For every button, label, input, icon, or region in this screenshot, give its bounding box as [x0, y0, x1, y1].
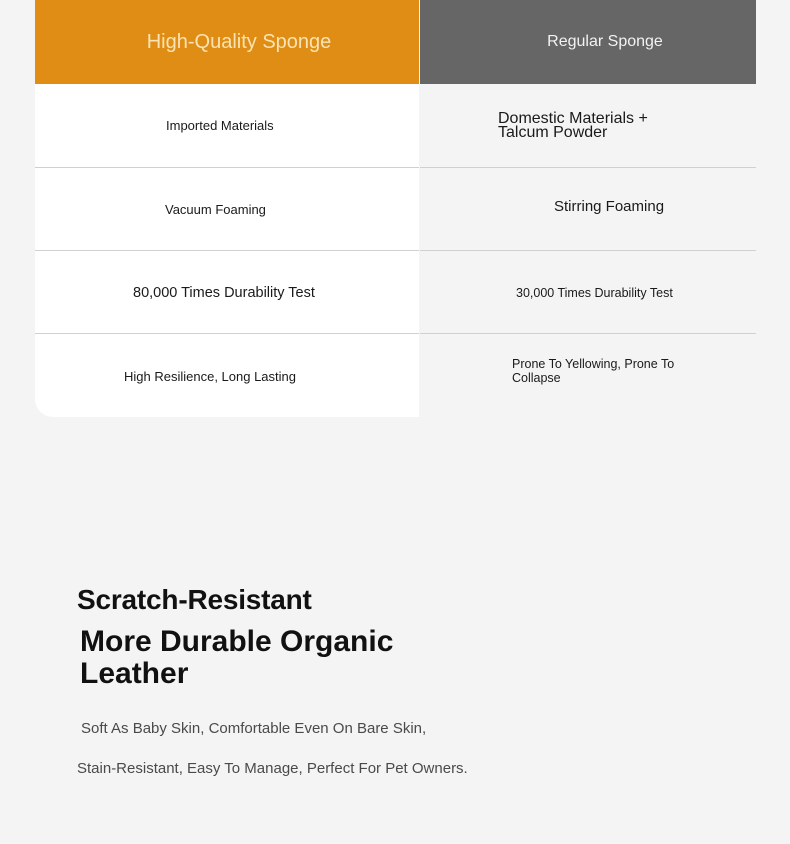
table-row [35, 84, 419, 167]
high-quality-header [35, 0, 419, 84]
high-quality-material: Imported Materials [166, 118, 274, 133]
high-quality-resilience: High Resilience, Long Lasting [124, 368, 296, 384]
regular-durability: 30,000 Times Durability Test [516, 285, 673, 300]
regular-drawback: Prone To Yellowing, Prone To Collapse [512, 357, 675, 385]
regular-title: Regular Sponge [547, 33, 663, 50]
table-row [420, 84, 756, 167]
regular-foaming: Stirring Foaming [554, 198, 665, 215]
feature-title: More Durable Organic Leather [80, 625, 394, 690]
table-row [420, 167, 756, 251]
table-row [420, 333, 756, 417]
regular-header [420, 0, 756, 84]
feature-description-line-2: Stain-Resistant, Easy To Manage, Perfect For Pet Owners. [77, 760, 468, 777]
table-row [35, 250, 419, 334]
comparison-table [35, 0, 756, 417]
feature-tag: Scratch-Resistant [77, 584, 312, 615]
feature-description-line-1: Soft As Baby Skin, Comfortable Even On Bare Skin, [81, 720, 427, 737]
table-row [35, 333, 419, 417]
table-row [35, 167, 419, 251]
high-quality-foaming: Vacuum Foaming [165, 202, 266, 217]
high-quality-column [35, 0, 419, 417]
high-quality-title: High-Quality Sponge [146, 30, 332, 53]
regular-material: Domestic Materials + Talcum Powder [498, 109, 648, 141]
table-row [420, 250, 756, 334]
high-quality-durability: 80,000 Times Durability Test [133, 284, 315, 301]
regular-column [420, 0, 756, 417]
